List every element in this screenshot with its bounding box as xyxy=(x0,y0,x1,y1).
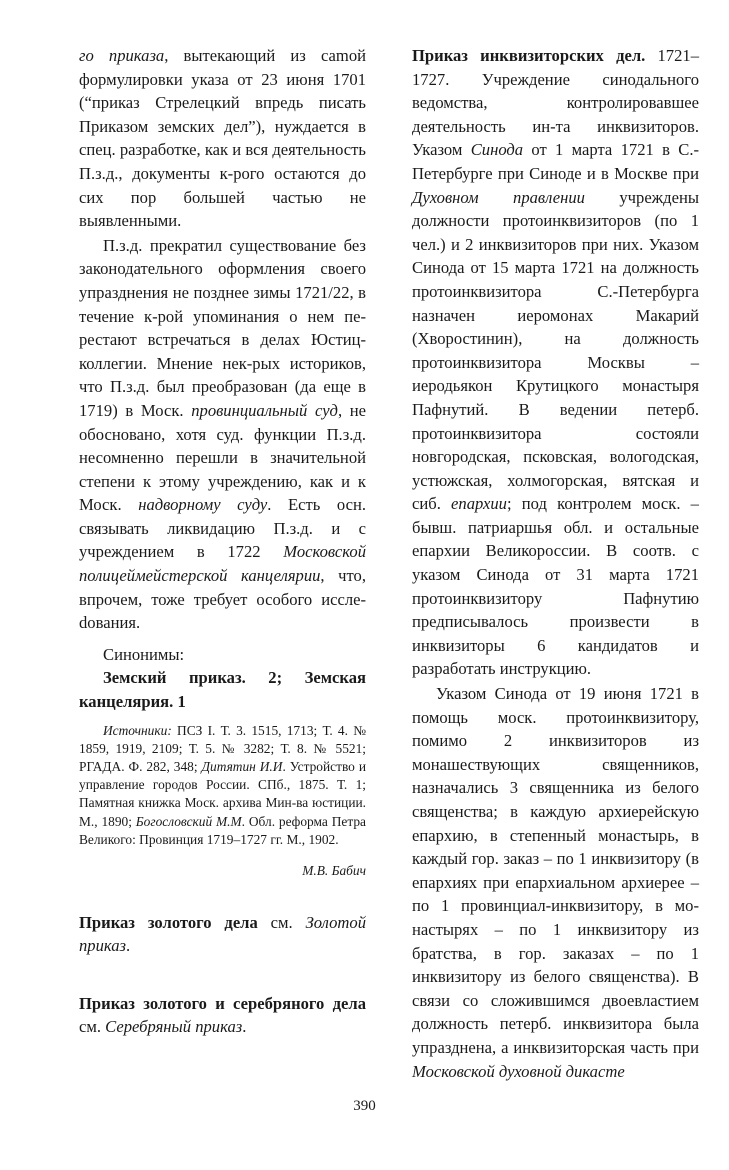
paragraph xyxy=(412,44,699,681)
italic-term: Московской полицеймейстерской канцелярии xyxy=(79,542,366,586)
text-run: П.з.д. прекратил существование без законодательного оформления своего упразднения не позднее зимы 1721/22, в течение к-рой упоминания о нем перестают встречаться в делах Юстиц-коллегии. Мнение нек-рых историков, что П.з.д. был преобразован (да еще в 1719) в Моск. xyxy=(79,235,366,420)
italic-term: провинциальный суд xyxy=(191,400,338,420)
text-run: . Обл. реформа Петра Великого: Провинция 1719–1727 гг. М., 1902. xyxy=(79,813,366,847)
italic-term: надворному суду xyxy=(138,495,268,515)
entry-heading: Приказ золотого дела xyxy=(79,912,258,932)
italic-term: Серебряный приказ xyxy=(105,1017,243,1037)
text-run: . xyxy=(242,1017,247,1037)
text-run: Указом Синода от 19 июня 1721 в помощь моск. протоинквизитору, помимо 2 инквизиторов из монашествующих священников, назначались 3 священника из белого священства; в каждую архиерейскую епархию, в степенный монастырь, в каждый гор. заказ – по 1 инквизитору (в епархиях при епархиальном архиерее – по 1 провинциал-инквизитору, в монастырях – по 1 инквизитору из братства, в гор. заказах – по 1 инквизитору из белого священства). В связи со сложившимся двоевластием должность петерб. инквизитора была упразднена, а инквизиторская часть при xyxy=(412,684,699,1057)
italic-term: Московской духовной дикасте xyxy=(412,1061,625,1081)
text-run: . xyxy=(126,936,131,956)
synonyms-value: Земский приказ. 2; Земская канцелярия. 1 xyxy=(79,668,366,712)
text-run: , не обосновано, хотя суд. функции П.з.д. несомненно перешли в значительной степени к этому учреждению, как и к Моск. xyxy=(79,400,367,515)
synonyms-label: Синонимы: xyxy=(103,644,185,664)
author-signature: М.В. Бабич xyxy=(302,863,366,879)
italic-term: епархии xyxy=(451,494,507,514)
page-number: 390 xyxy=(353,1098,376,1114)
text-run: от 1 марта 1721 в С.-Петербурге при Синоде и в Москве при xyxy=(412,140,699,183)
paragraph xyxy=(79,234,366,635)
italic-term: го приказа xyxy=(79,46,165,65)
text-run: см. xyxy=(79,1017,106,1037)
entry-heading: Приказ инквизиторских дел. xyxy=(412,46,646,65)
cross-reference-entry xyxy=(79,992,366,1039)
text-run: . Устройство и управление городов России. СПб., 1875. Т. 1; Памятная книжка Моск. архива Мин-ва юстиции. М., 1890; xyxy=(79,759,366,829)
right-paragraphs xyxy=(412,44,699,1083)
text-run: 1721–1727. Учреждение синодального ведомства, контролировавшее деятельность ин-та инквизиторов. Указом xyxy=(412,46,699,160)
italic-term: Богословский М.М xyxy=(135,813,242,829)
text-run: см. xyxy=(257,912,306,932)
sources-paragraph xyxy=(79,722,366,849)
italic-term: Золотой приказ xyxy=(79,912,366,956)
entry-heading: Приказ золотого и серебряного дела xyxy=(79,993,366,1013)
italic-term: Источники: xyxy=(103,722,172,738)
text-run: . Есть осн. связывать ликвидацию П.з.д. и с учреждением в 1722 xyxy=(79,495,366,562)
italic-term: Духовном правлении xyxy=(412,187,585,207)
italic-term: Синода xyxy=(470,140,524,160)
left-column xyxy=(79,44,366,1039)
text-run: , вытекающий из саmой формулировки указа от 23 июня 1701 (“приказ Стрелецкий впредь писать Приказом земских дел”), нуждается в спец. разработке, как и вся деятельность П.з.д., документы к-рого остаются до сих пор большей частью не выявленными. xyxy=(79,46,366,231)
text-run: , что, впрочем, тоже требует особого исслеdования. xyxy=(79,566,366,633)
text-run: учреждены должности протоинквизиторов (по 1 чел.) и 2 инквизиторов при них. Указом Синода от 15 марта 1721 на должность протоинквизитора С.-Петербурга назначен иеромонах Макарий (Хворостинин), на должность протоинквизитора Москвы – иеродьякон Крутицкого монастыря Пафнутий. В ведении петерб. протоинквизитора состояли новгородская, псковская, вологодская, устюжская, холмогорская, вятская и сиб. xyxy=(412,187,699,514)
text-run: ; под контролем моск. – бывш. патриаршья обл. и остальные епархии Великороссии. В соотв. с указом Синода от 31 марта 1721 протоинквизитору Пафнутию предписывалось произвести в инквизиторы 6 кандидатов и разработать инструкцию. xyxy=(412,494,699,679)
paragraph xyxy=(79,44,366,233)
italic-term: Дитятин И.И xyxy=(201,759,283,775)
paragraph xyxy=(412,682,699,1083)
right-column xyxy=(412,44,699,1083)
cross-reference-entry xyxy=(79,911,366,958)
left-paragraphs xyxy=(79,44,366,635)
text-run: ПСЗ I. Т. 3. 1515, 1713; Т. 4. № 1859, 1919, 2109; Т. 5. № 3282; Т. 8. № 5521; РГАДА. Ф. 282, 348; xyxy=(79,722,366,775)
